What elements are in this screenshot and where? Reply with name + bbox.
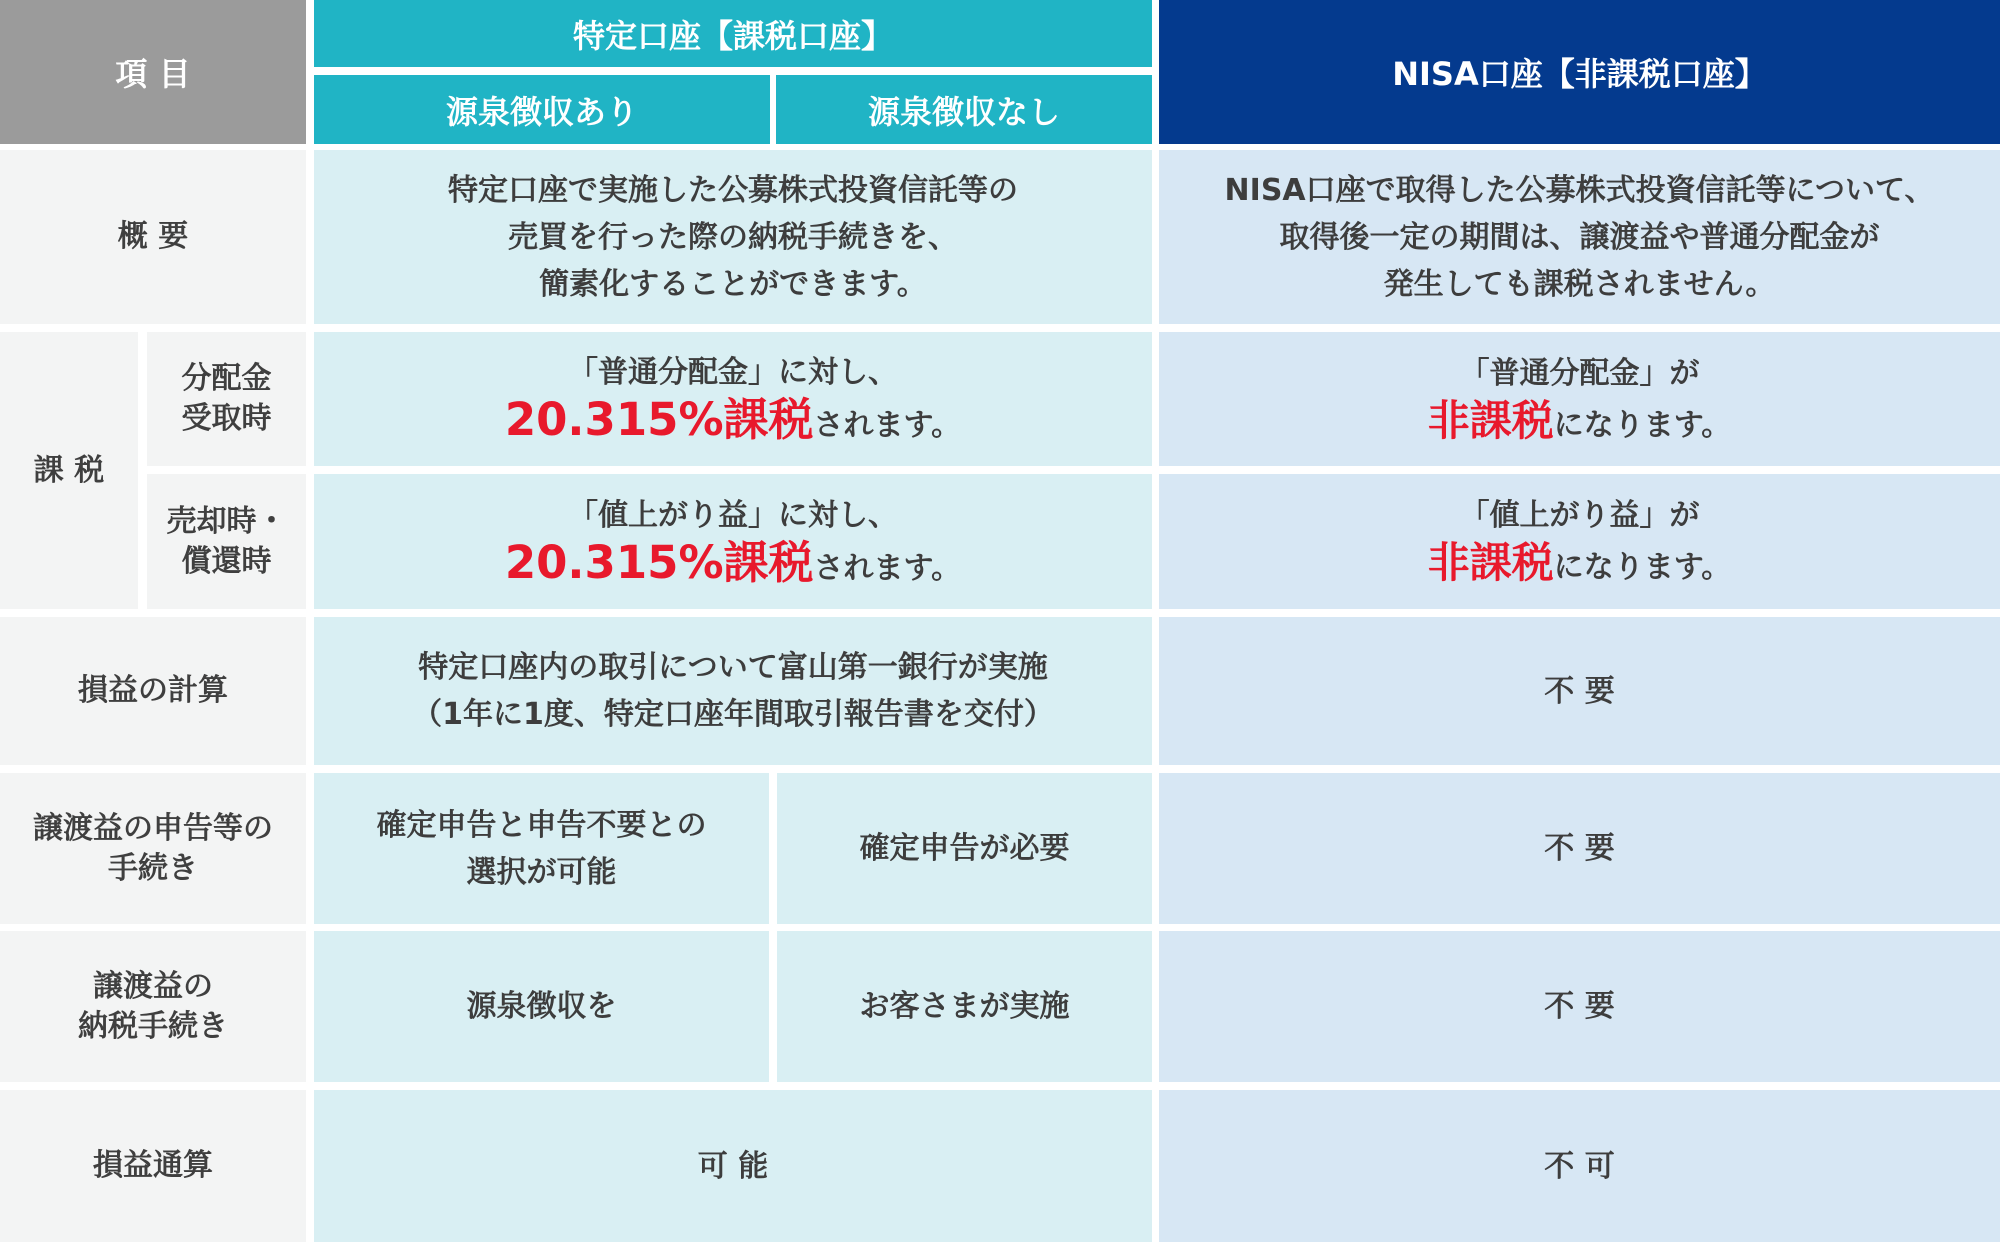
report-label-line: 手続き bbox=[108, 850, 198, 886]
dividend-tokutei-suffix: されます。 bbox=[813, 408, 962, 443]
payment-ari-cell bbox=[314, 931, 769, 1082]
offset-tokutei-cell bbox=[314, 1090, 1152, 1242]
header-gensen-nashi-label: 源泉徴収なし bbox=[867, 92, 1060, 131]
row-label-payment bbox=[0, 931, 306, 1082]
header-tokutei-label: 特定口座【課税口座】 bbox=[572, 16, 893, 55]
overview-tokutei-line: 特定口座で実施した公募株式投資信託等の bbox=[448, 172, 1018, 208]
sale-tokutei-cell bbox=[314, 474, 1152, 609]
report-nisa-value: 不 要 bbox=[1544, 831, 1615, 866]
row-sublabel-dividend bbox=[147, 332, 306, 466]
overview-nisa-line: 取得後一定の期間は、譲渡益や普通分配金が bbox=[1279, 219, 1880, 255]
sale-nisa-line1: 「値上がり益」が bbox=[1459, 498, 1700, 533]
offset-tokutei-value: 可 能 bbox=[697, 1148, 769, 1184]
tax-label: 課 税 bbox=[33, 452, 105, 488]
calc-nisa-value: 不 要 bbox=[1544, 673, 1615, 709]
sale-tokutei-suffix: されます。 bbox=[813, 550, 962, 586]
header-item bbox=[0, 0, 306, 144]
header-gensen-nashi bbox=[776, 75, 1152, 144]
dividend-label-line: 分配金 bbox=[181, 361, 272, 396]
sale-nisa-cell bbox=[1159, 474, 2000, 609]
payment-nashi-cell bbox=[777, 931, 1152, 1082]
row-label-report bbox=[0, 773, 306, 924]
payment-nisa-value: 不 要 bbox=[1544, 989, 1615, 1024]
sale-label-line: 償還時 bbox=[181, 543, 272, 579]
header-nisa bbox=[1159, 0, 2000, 144]
overview-tokutei-cell bbox=[314, 150, 1152, 324]
report-nashi-cell bbox=[777, 773, 1152, 924]
dividend-tax-rate: 20.315%課税 bbox=[504, 393, 814, 446]
sale-tokutei-line1: 「値上がり益」に対し、 bbox=[567, 497, 898, 533]
overview-tokutei-line: 売買を行った際の納税手続きを、 bbox=[508, 219, 958, 255]
payment-nisa-cell bbox=[1159, 931, 2000, 1082]
offset-label: 損益通算 bbox=[93, 1148, 213, 1183]
report-label-line: 譲渡益の申告等の bbox=[33, 810, 273, 846]
report-ari-line: 選択が可能 bbox=[466, 854, 617, 890]
calc-tokutei-line: 特定口座内の取引について富山第一銀行が実施 bbox=[418, 650, 1048, 685]
sale-tax-rate: 20.315%課税 bbox=[504, 535, 814, 589]
row-label-tax bbox=[0, 332, 138, 609]
header-gensen-ari bbox=[314, 75, 770, 144]
dividend-nisa-suffix: になります。 bbox=[1553, 407, 1732, 443]
report-ari-line: 確定申告と申告不要との bbox=[376, 807, 707, 843]
row-sublabel-sale bbox=[147, 474, 306, 609]
row-label-overview bbox=[0, 150, 306, 324]
offset-nisa-value: 不 可 bbox=[1544, 1148, 1615, 1184]
payment-nashi-value: お客さまが実施 bbox=[859, 989, 1070, 1024]
dividend-tokutei-cell bbox=[314, 332, 1152, 466]
report-nashi-value: 確定申告が必要 bbox=[859, 831, 1070, 866]
payment-ari-value: 源泉徴収を bbox=[466, 989, 617, 1024]
report-nisa-cell bbox=[1159, 773, 2000, 924]
overview-tokutei-line: 簡素化することができます。 bbox=[539, 266, 927, 302]
sale-nisa-taxfree: 非課税 bbox=[1427, 538, 1554, 587]
overview-nisa-line: NISA口座で取得した公募株式投資信託等について、 bbox=[1224, 172, 1935, 208]
header-gensen-ari-label: 源泉徴収あり bbox=[445, 92, 638, 131]
dividend-tokutei-line1: 「普通分配金」に対し、 bbox=[567, 355, 898, 390]
dividend-nisa-line1: 「普通分配金」が bbox=[1459, 355, 1700, 391]
calc-tokutei-line: （1年に1度、特定口座年間取引報告書を交付） bbox=[412, 697, 1054, 732]
payment-label-line: 譲渡益の bbox=[93, 968, 213, 1004]
sale-label-line: 売却時・ bbox=[166, 503, 287, 539]
report-ari-cell bbox=[314, 773, 769, 924]
dividend-nisa-taxfree: 非課税 bbox=[1427, 395, 1554, 445]
header-nisa-label: NISA口座【非課税口座】 bbox=[1392, 55, 1767, 93]
header-item-label: 項 目 bbox=[115, 55, 191, 93]
sale-nisa-suffix: になります。 bbox=[1553, 550, 1732, 585]
header-tokutei bbox=[314, 0, 1152, 67]
offset-nisa-cell bbox=[1159, 1090, 2000, 1242]
overview-nisa-line: 発生しても課税されません。 bbox=[1383, 266, 1776, 302]
calc-label: 損益の計算 bbox=[78, 673, 228, 708]
row-label-offset bbox=[0, 1090, 306, 1242]
dividend-label-line: 受取時 bbox=[181, 401, 272, 436]
overview-label: 概 要 bbox=[117, 219, 189, 254]
calc-nisa-cell bbox=[1159, 617, 2000, 765]
dividend-nisa-cell bbox=[1159, 332, 2000, 466]
calc-tokutei-cell bbox=[314, 617, 1152, 765]
row-label-calc bbox=[0, 617, 306, 765]
payment-label-line: 納税手続き bbox=[78, 1008, 228, 1044]
overview-nisa-cell bbox=[1159, 150, 2000, 324]
